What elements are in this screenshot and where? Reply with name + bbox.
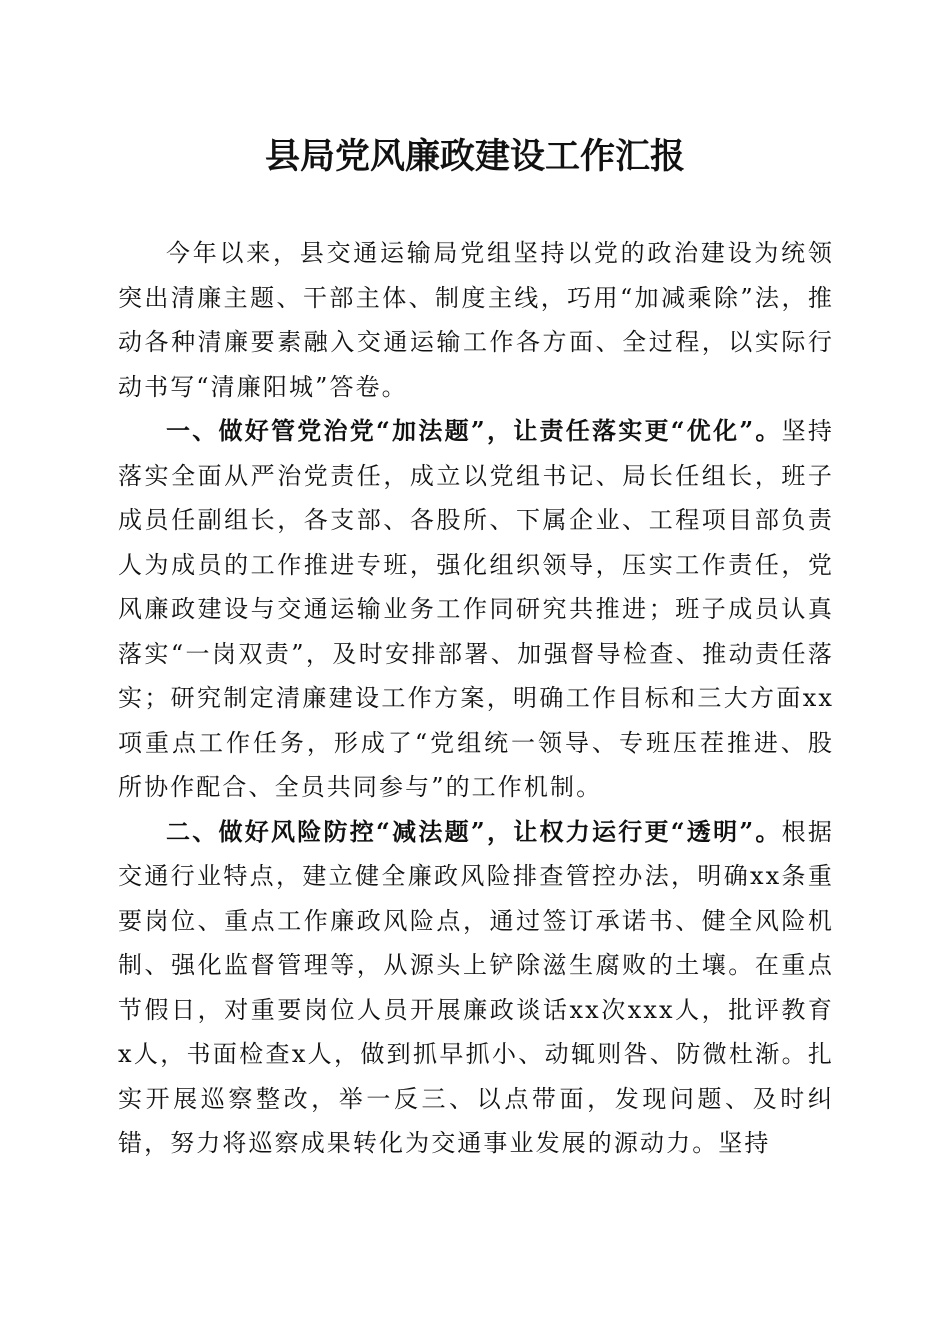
document-body: [118, 231, 834, 1166]
section-2-paragraph: [118, 810, 834, 1166]
section-1-paragraph: [118, 409, 834, 810]
intro-paragraph: 今年以来，县交通运输局党组坚持以党的政治建设为统领突出清廉主题、干部主体、制度主线，巧用“加减乘除”法，推动各种清廉要素融入交通运输工作各方面、全过程，以实际行动书写“清廉阳城”答卷。: [118, 239, 834, 401]
section-1-heading: 一、做好管党治党“加法题”，让责任落实更“优化”。: [166, 416, 782, 445]
document-title: 县局党风廉政建设工作汇报: [264, 136, 685, 177]
section-2-text: 根据交通行业特点，建立健全廉政风险排查管控办法，明确xx条重要岗位、重点工作廉政风险点，通过签订承诺书、健全风险机制、强化监督管理等，从源头上铲除滋生腐败的土壤。在重点节假日，对重要岗位人员开展廉政谈话xx次xxx人，批评教育x人，书面检查x人，做到抓早抓小、动辄则咎、防微杜渐。扎实开展巡察整改，举一反三、以点带面，发现问题、及时纠错，努力将巡察成果转化为交通事业发展的源动力。坚持: [118, 817, 834, 1157]
section-2-heading: 二、做好风险防控“减法题”，让权力运行更“透明”。: [166, 816, 782, 846]
section-1-text: 坚持落实全面从严治党责任，成立以党组书记、局长任组长，班子成员任副组长，各支部、各股所、下属企业、工程项目部负责人为成员的工作推进专班，强化组织领导，压实工作责任，党风廉政建设与交通运输业务工作同研究共推进；班子成员认真落实“一岗双责”，及时安排部署、加强督导检查、推动责任落实；研究制定清廉建设工作方案，明确工作目标和三大方面xx项重点工作任务，形成了“党组统一领导、专班压茬推进、股所协作配合、全员共同参与”的工作机制。: [118, 417, 834, 801]
